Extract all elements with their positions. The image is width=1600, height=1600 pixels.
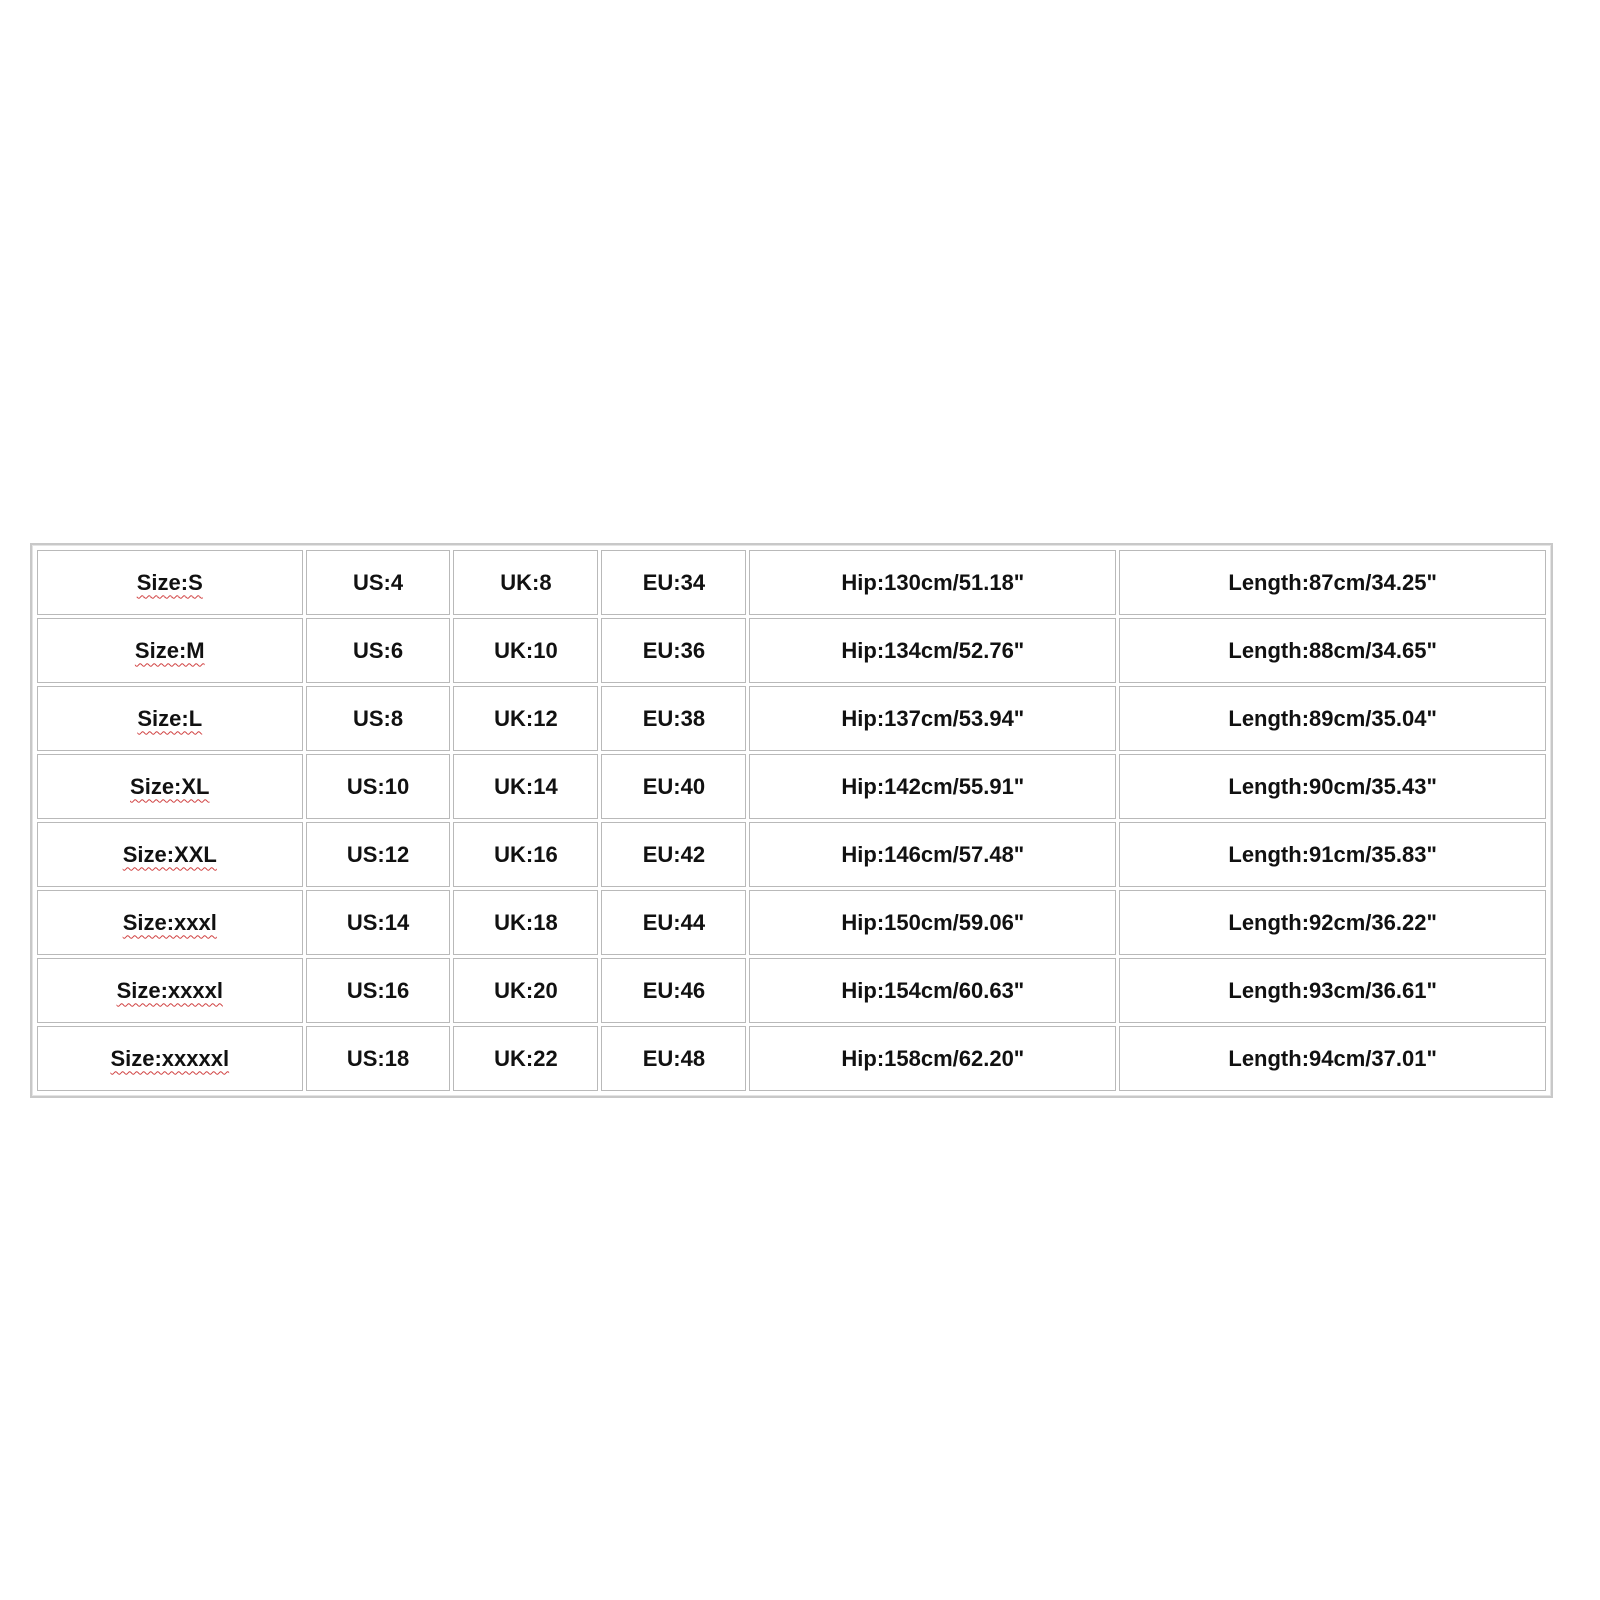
uk-size-cell: UK:20 — [453, 958, 598, 1023]
table-row — [37, 958, 1546, 1023]
length-cell: Length:93cm/36.61" — [1119, 958, 1546, 1023]
us-size-cell: US:4 — [306, 550, 451, 615]
length-cell: Length:88cm/34.65" — [1119, 618, 1546, 683]
length-cell: Length:87cm/34.25" — [1119, 550, 1546, 615]
eu-size-cell: EU:40 — [601, 754, 746, 819]
size-cell — [37, 958, 303, 1023]
hip-cell: Hip:134cm/52.76" — [749, 618, 1116, 683]
size-cell — [37, 550, 303, 615]
size-cell — [37, 686, 303, 751]
us-size-cell: US:12 — [306, 822, 451, 887]
table-row — [37, 1026, 1546, 1091]
table-row — [37, 822, 1546, 887]
us-size-cell: US:8 — [306, 686, 451, 751]
uk-size-cell: UK:12 — [453, 686, 598, 751]
size-label: Size:XXL — [122, 841, 217, 867]
table-row — [37, 754, 1546, 819]
us-size-cell: US:16 — [306, 958, 451, 1023]
us-size-cell: US:14 — [306, 890, 451, 955]
uk-size-cell: UK:22 — [453, 1026, 598, 1091]
size-label: Size:XL — [130, 773, 210, 799]
uk-size-cell: UK:10 — [453, 618, 598, 683]
eu-size-cell: EU:34 — [601, 550, 746, 615]
hip-cell: Hip:137cm/53.94" — [749, 686, 1116, 751]
length-cell: Length:89cm/35.04" — [1119, 686, 1546, 751]
us-size-cell: US:6 — [306, 618, 451, 683]
table-row — [37, 890, 1546, 955]
length-cell: Length:90cm/35.43" — [1119, 754, 1546, 819]
us-size-cell: US:18 — [306, 1026, 451, 1091]
length-cell: Length:94cm/37.01" — [1119, 1026, 1546, 1091]
size-label: Size:xxxxxl — [110, 1045, 230, 1071]
length-cell: Length:91cm/35.83" — [1119, 822, 1546, 887]
eu-size-cell: EU:46 — [601, 958, 746, 1023]
uk-size-cell: UK:18 — [453, 890, 598, 955]
hip-cell: Hip:158cm/62.20" — [749, 1026, 1116, 1091]
size-label: Size:xxxl — [122, 909, 217, 935]
eu-size-cell: EU:48 — [601, 1026, 746, 1091]
size-cell — [37, 618, 303, 683]
size-label: Size:xxxxl — [116, 977, 223, 1003]
hip-cell: Hip:130cm/51.18" — [749, 550, 1116, 615]
eu-size-cell: EU:44 — [601, 890, 746, 955]
hip-cell: Hip:142cm/55.91" — [749, 754, 1116, 819]
size-label: Size:M — [134, 637, 205, 663]
table-row — [37, 550, 1546, 615]
size-table — [34, 547, 1549, 1094]
table-row — [37, 618, 1546, 683]
hip-cell: Hip:146cm/57.48" — [749, 822, 1116, 887]
length-cell: Length:92cm/36.22" — [1119, 890, 1546, 955]
table-row — [37, 686, 1546, 751]
uk-size-cell: UK:8 — [453, 550, 598, 615]
eu-size-cell: EU:36 — [601, 618, 746, 683]
size-label: Size:L — [137, 705, 203, 731]
size-cell — [37, 754, 303, 819]
eu-size-cell: EU:42 — [601, 822, 746, 887]
size-cell — [37, 1026, 303, 1091]
size-chart — [30, 543, 1553, 1098]
us-size-cell: US:10 — [306, 754, 451, 819]
eu-size-cell: EU:38 — [601, 686, 746, 751]
uk-size-cell: UK:16 — [453, 822, 598, 887]
hip-cell: Hip:154cm/60.63" — [749, 958, 1116, 1023]
size-cell — [37, 822, 303, 887]
size-label: Size:S — [136, 569, 203, 595]
hip-cell: Hip:150cm/59.06" — [749, 890, 1116, 955]
uk-size-cell: UK:14 — [453, 754, 598, 819]
size-cell — [37, 890, 303, 955]
